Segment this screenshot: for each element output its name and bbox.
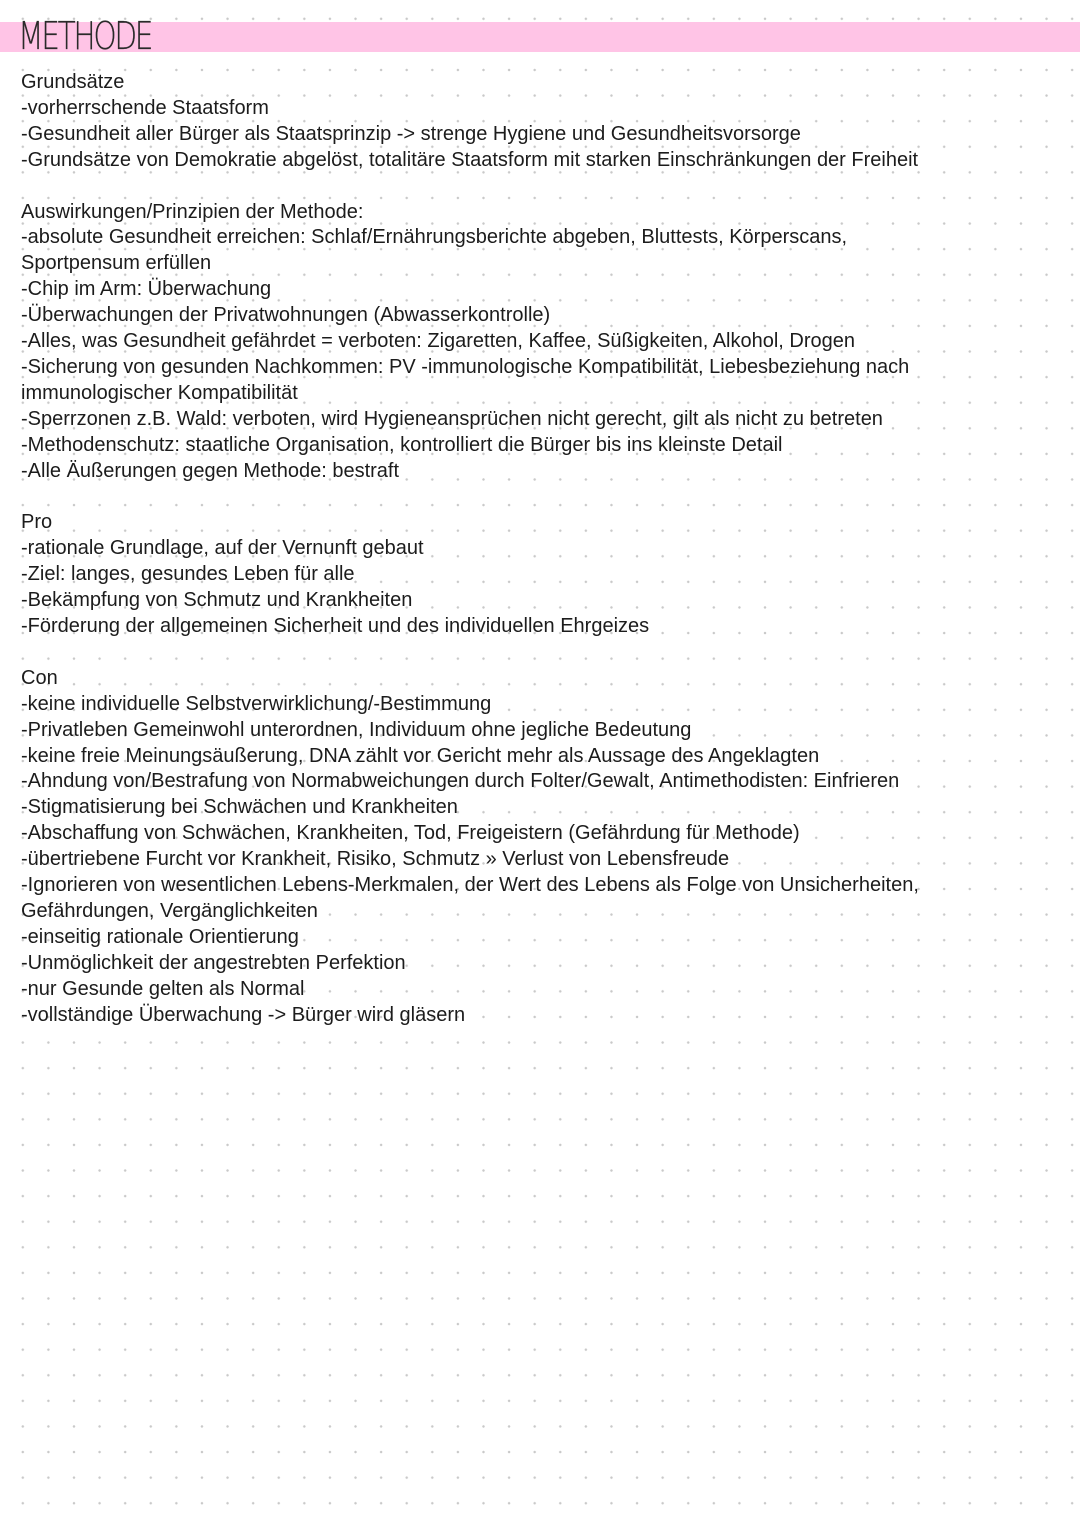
list-item: -Ignorieren von wesentlichen Lebens-Merkmalen, der Wert des Lebens als Folge von Unsicherheiten,: [21, 874, 919, 897]
section-heading: Con: [21, 666, 58, 689]
list-item: Sportpensum erfüllen: [21, 252, 212, 275]
list-item: -Abschaffung von Schwächen, Krankheiten, Tod, Freigeistern (Gefährdung für Methode): [21, 822, 800, 845]
section-heading: Auswirkungen/Prinzipien der Methode:: [21, 200, 364, 223]
list-item: -nur Gesunde gelten als Normal: [21, 977, 305, 1000]
page-title: METHODE: [18, 14, 152, 58]
list-item: -Ziel: langes, gesundes Leben für alle: [21, 563, 355, 586]
list-item: -einseitig rationale Orientierung: [21, 925, 299, 948]
list-item: -Alles, was Gesundheit gefährdet = verboten: Zigaretten, Kaffee, Süßigkeiten, Alkohol, Drogen: [21, 330, 856, 353]
list-item: -keine individuelle Selbstverwirklichung/-Bestimmung: [21, 692, 492, 715]
list-item: -Überwachungen der Privatwohnungen (Abwasserkontrolle): [21, 304, 551, 327]
list-item: -Chip im Arm: Überwachung: [21, 278, 272, 301]
list-item: -vorherrschende Staatsform: [21, 96, 269, 119]
list-item: -Bekämpfung von Schmutz und Krankheiten: [21, 589, 413, 612]
list-item: -Sicherung von gesunden Nachkommen: PV -immunologische Kompatibilität, Liebesbeziehung nach: [21, 355, 910, 378]
list-item: -übertriebene Furcht vor Krankheit, Risiko, Schmutz » Verlust von Lebensfreude: [21, 848, 730, 871]
section-auswirkungen: [21, 200, 1021, 485]
list-item: -Ahndung von/Bestrafung von Normabweichungen durch Folter/Gewalt, Antimethodisten: Einfrieren: [21, 770, 900, 793]
list-item: -Sperrzonen z.B. Wald: verboten, wird Hygieneansprüchen nicht gerecht, gilt als nicht zu betreten: [21, 407, 883, 430]
title-highlight-band: [0, 22, 1080, 52]
list-item: -rationale Grundlage, auf der Vernunft gebaut: [21, 537, 424, 560]
list-item: -Privatleben Gemeinwohl unterordnen, Individuum ohne jegliche Bedeutung: [21, 718, 692, 741]
section-heading: Grundsätze: [21, 71, 125, 93]
section-grundsaetze: [21, 70, 1021, 174]
list-item: -absolute Gesundheit erreichen: Schlaf/Ernährungsberichte abgeben, Bluttests, Körperscans,: [21, 226, 848, 249]
list-item: -Unmöglichkeit der angestrebten Perfektion: [21, 951, 406, 974]
list-item: -Gesundheit aller Bürger als Staatsprinzip -> strenge Hygiene und Gesundheitsvorsorge: [21, 122, 801, 145]
list-item: -Alle Äußerungen gegen Methode: bestraft: [21, 459, 400, 482]
list-item: -Stigmatisierung bei Schwächen und Krankheiten: [21, 796, 458, 819]
list-item: -vollständige Überwachung -> Bürger wird gläsern: [21, 1003, 466, 1026]
list-item: Gefährdungen, Vergänglichkeiten: [21, 899, 318, 922]
list-item: -keine freie Meinungsäußerung, DNA zählt vor Gericht mehr als Aussage des Angeklagten: [21, 744, 820, 767]
list-item: -Methodenschutz: staatliche Organisation, kontrolliert die Bürger bis ins kleinste Detail: [21, 433, 783, 456]
section-con: [21, 666, 1021, 1029]
section-pro: [21, 510, 1021, 640]
note-content: [21, 70, 1021, 1028]
list-item: -Förderung der allgemeinen Sicherheit und des individuellen Ehrgeizes: [21, 615, 650, 637]
list-item: -Grundsätze von Demokratie abgelöst, totalitäre Staatsform mit starken Einschränkungen der Freiheit: [21, 148, 919, 171]
section-heading: Pro: [21, 511, 53, 534]
list-item: immunologischer Kompatibilität: [21, 381, 298, 404]
